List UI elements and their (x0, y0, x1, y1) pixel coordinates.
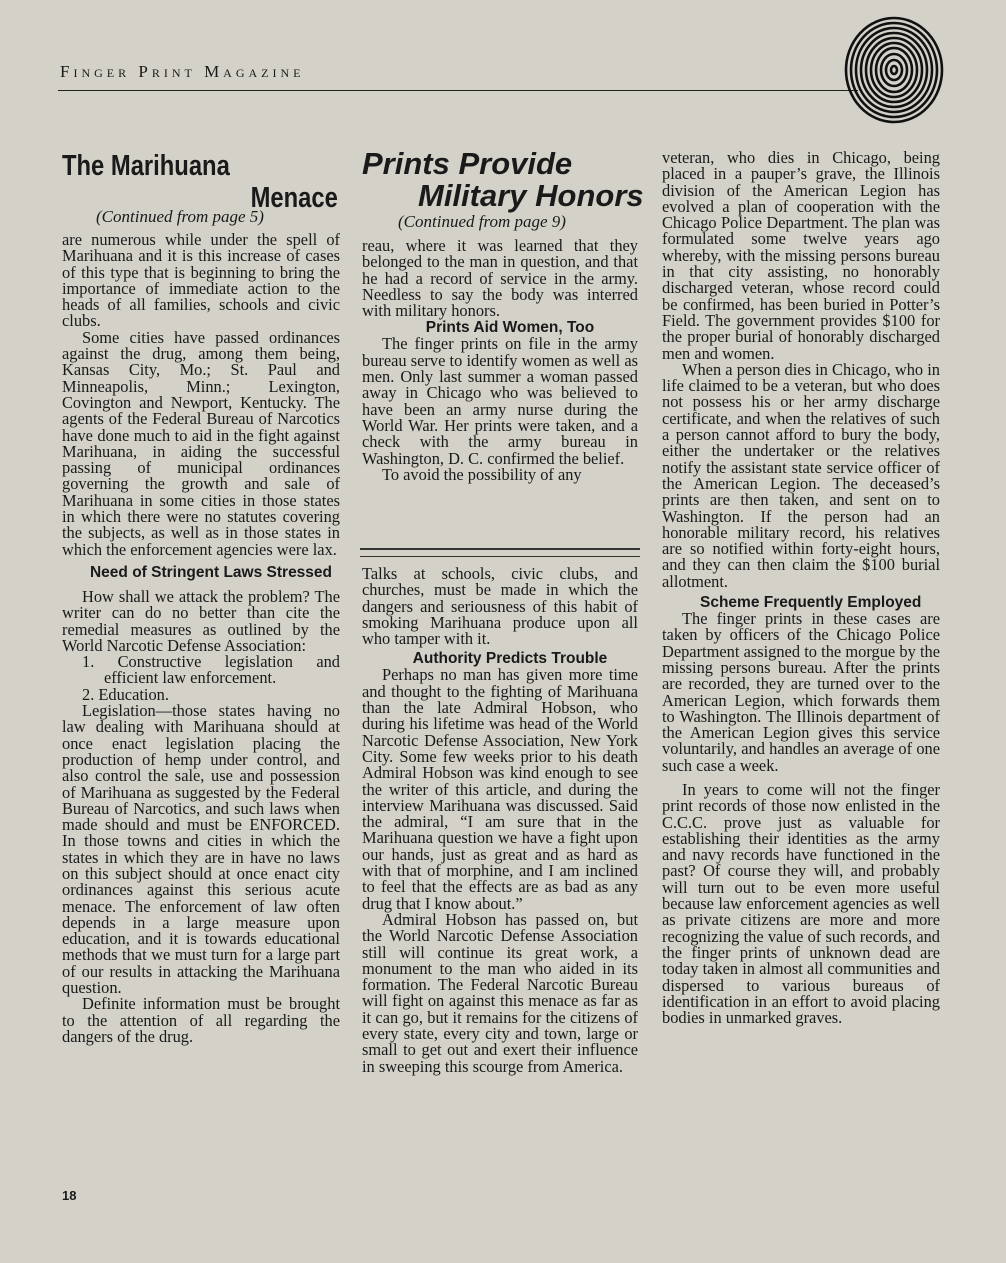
subheading: Scheme Frequently Employed (700, 594, 922, 612)
thumbprint-icon (838, 8, 953, 126)
column-divider (360, 548, 640, 557)
paragraph: Some cities have passed ordinances against the drug, among them being, Kansas City, Mo.; St. Paul and Minneapolis, Minn.; Lexington, Covington and Newport, Kentucky. The agents of the Federal Bureau of Narcotics have done much to aid in the fight against Marihuana, in aiding the successful passing of municipal ordinances governing the growth and sale of Marihuana in some cities in those states in which there were no statutes covering the subjects, as well as in those states in which the enforcement agencies were lax. (62, 327, 340, 559)
numbered-list (62, 654, 340, 703)
paragraph: Talks at schools, civic clubs, and churches, must be made in which the dangers and seriousness of this habit of smoking Marihuana produce upon all who tamper with it. (362, 564, 638, 649)
column-3 (662, 150, 940, 1026)
paragraph: reau, where it was learned that they belonged to the man in question, and that he had a record of service in the army. Needless to say the body was interred with military honors. (362, 236, 638, 321)
column-1 (62, 232, 340, 1045)
paragraph: Definite information must be brought to the attention of all regarding the dangers of the drug. (62, 994, 340, 1046)
header-rule (58, 90, 858, 91)
article-title-military (362, 148, 662, 212)
paragraph: Perhaps no man has given more time and thought to the fighting of Marihuana than the late Admiral Hobson, who during his lifetime was head of the World Narcotic Defense Association, New York City. Some few weeks prior to his death Admiral Hobson was kind enough to see the writer of this article, and during the interview Marihuana was discussed. Said the admiral, “I am sure that in the Marihuana question we have a fight upon our hands, just as great and as hard as with that of morphine, and I am inclined to feel that the effects are as bad as any drug that I know about.” (362, 665, 638, 913)
paragraph: veteran, who dies in Chicago, being placed in a pauper’s grave, the Illinois division of the American Legion has evolved a plan of cooperation with the Chicago Police Department. The plan was formulated some twelve years ago whereby, with the missing persons bureau in that city assisting, no honorably discharged veteran, whose record could be confirmed, has been buried in Potter’s Field. The government provides $100 for the proper burial of honorably discharged men and women. (662, 148, 940, 363)
subheading: Authority Predicts Trouble (412, 650, 608, 668)
continued-note: (Continued from page 9) (398, 212, 566, 231)
paragraph: are numerous while under the spell of Marihuana and it is this increase of cases of this type that is beginning to bring the importance of immediate action to the heads of all families, schools and civic clubs. (62, 230, 340, 331)
paragraph: The finger prints in these cases are taken by officers of the Chicago Police Department assigned to the morgue by the missing persons bureau. After the prints are recorded, they are turned over to the American Legion, which forwards them to Washington. The Illinois department of the American Legion gives this service voluntarily, and handles an average of one such case a week. (662, 609, 940, 775)
subheading: Need of Stringent Laws Stressed (89, 563, 333, 581)
continued-note: (Continued from page 5) (96, 207, 264, 226)
paragraph: How shall we attack the problem? The writer can do no better than cite the remedial measures as outlined by the World Narcotic Defense Association: (62, 586, 340, 655)
paragraph: In years to come will not the finger print records of those now enlisted in the C.C.C. prove just as valuable for establishing their identities as the army and navy records have functioned in the past? Of course they will, and probably will turn out to be even more useful because law enforcement agencies as well as private citizens are more and more recognizing the value of such records, and the finger prints of unknown dead are today taken in almost all communities and dispersed to various bureaus of identification in an effort to avoid placing bodies in unmarked graves. (662, 779, 940, 1028)
paragraph: Legislation—those states having no law dealing with Marihuana should at once enact legislation placing the production of hemp under control, and also control the sale, use and possession of Marihuana as suggested by the Federal Bureau of Narcotics, and such laws when made should and must be ENFORCED. In those towns and cities in which the states in which they are in have no laws on this subject should at once enact city ordinances against this serious acute menace. The enforcement of law often depends in a large measure upon education, and it is towards educational methods that we must turn for a large part of our results in attacking the Marihuana question. (62, 701, 340, 998)
title-line: Military Honors (418, 178, 644, 213)
paragraph: Admiral Hobson has passed on, but the World Narcotic Defense Association still will continue its great work, a monument to the man who aided in its formation. The Federal Narcotic Bureau will fight on against this menace as far as it can go, but it remains for the citizens of every state, every city and town, large or small to get out and exert their influence in sweeping this scourge from America. (362, 909, 638, 1076)
page-number: 18 (62, 1188, 77, 1203)
article-title-marihuana (62, 150, 338, 214)
title-line: Prints Provide (362, 146, 573, 181)
list-item: 2. Education. (82, 684, 169, 704)
magazine-header: Finger Print Magazine (60, 62, 305, 81)
column-2-top (362, 238, 638, 483)
title-line: Menace (250, 182, 338, 214)
title-line: The Marihuana (62, 150, 230, 182)
subheading: Prints Aid Women, Too (425, 319, 595, 337)
paragraph: When a person dies in Chicago, who in life claimed to be a veteran, but who does not possess his or her army discharge certificate, and when the relatives of such a person cannot afford to bury the body, either the undertaker or the relatives notify the assistant state service officer of the American Legion. The deceased’s prints are then taken, and sent on to Washington. If the person had an honorable military record, his relatives are so notified within forty-eight hours, and they can then claim the $100 burial allotment. (662, 359, 940, 591)
paragraph: To avoid the possibility of any (382, 464, 582, 484)
list-item: 1. Constructive legislation and efficient law enforcement. (82, 652, 340, 688)
column-2-bottom (362, 566, 638, 1075)
paragraph: The finger prints on file in the army bureau serve to identify women as well as men. Only last summer a woman passed away in Chicago who was believed to have been an army nurse during the World War. Her prints were taken, and a check with the army bureau in Washington, D. C. confirmed the belief. (362, 334, 638, 468)
